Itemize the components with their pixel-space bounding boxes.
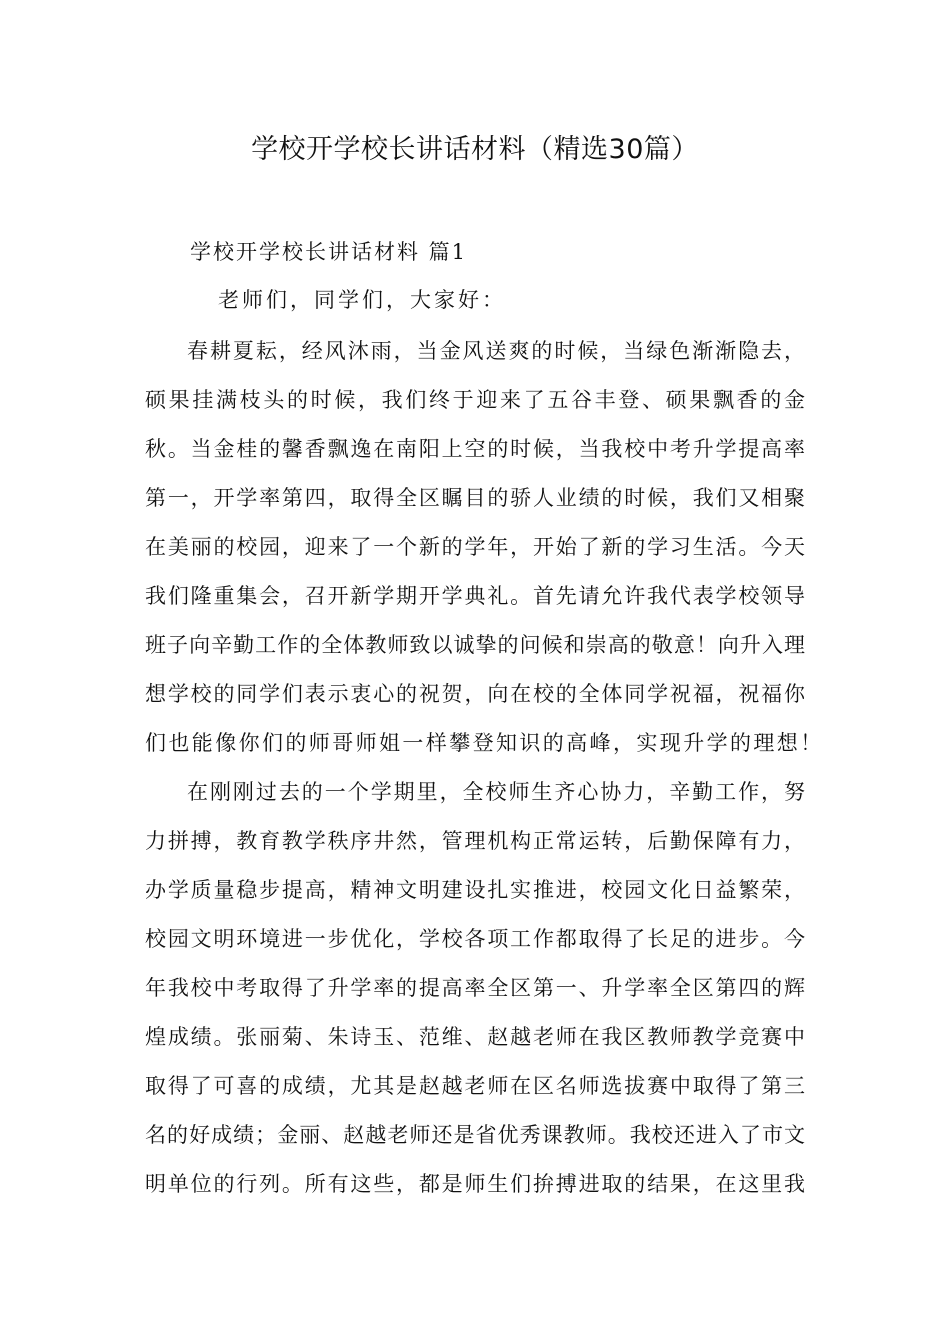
body-line: 第一，开学率第四，取得全区瞩目的骄人业绩的时候，我们又相聚 xyxy=(145,486,805,510)
body-line: 想学校的同学们表示衷心的祝贺，向在校的全体同学祝福，祝福你 xyxy=(145,682,805,706)
body-text xyxy=(145,327,824,1209)
body-line: 我们隆重集会，召开新学期开学典礼。首先请允许我代表学校领导 xyxy=(145,584,805,608)
body-line: 煌成绩。张丽菊、朱诗玉、范维、赵越老师在我区教师教学竞赛中 xyxy=(145,1025,805,1049)
body-line: 在刚刚过去的一个学期里，全校师生齐心协力，辛勤工作，努 xyxy=(187,780,805,804)
body-line: 办学质量稳步提高，精神文明建设扎实推进，校园文化日益繁荣， xyxy=(145,878,805,902)
body-line: 年我校中考取得了升学率的提高率全区第一、升学率全区第四的辉 xyxy=(145,976,805,1000)
greeting-line: 老师们，同学们，大家好： xyxy=(218,288,506,312)
section-heading: 学校开学校长讲话材料 篇1 xyxy=(190,240,468,264)
document-title: 学校开学校长讲话材料（精选30篇） xyxy=(251,134,699,165)
body-line: 力拼搏，教育教学秩序井然，管理机构正常运转，后勤保障有力， xyxy=(145,829,805,853)
body-line: 班子向辛勤工作的全体教师致以诚挚的问候和崇高的敬意！向升入理 xyxy=(145,633,805,657)
body-line: 明单位的行列。所有这些，都是师生们拚搏进取的结果，在这里我 xyxy=(145,1172,805,1196)
body-line: 们也能像你们的师哥师姐一样攀登知识的高峰，实现升学的理想！ xyxy=(145,731,824,755)
body-line: 秋。当金桂的馨香飘逸在南阳上空的时候，当我校中考升学提高率 xyxy=(145,437,805,461)
body-line: 硕果挂满枝头的时候，我们终于迎来了五谷丰登、硕果飘香的金 xyxy=(145,388,805,412)
body-line: 校园文明环境进一步优化，学校各项工作都取得了长足的进步。今 xyxy=(145,927,805,951)
body-line: 取得了可喜的成绩，尤其是赵越老师在区名师选拔赛中取得了第三 xyxy=(145,1074,805,1098)
body-line: 在美丽的校园，迎来了一个新的学年，开始了新的学习生活。今天 xyxy=(145,535,805,559)
body-line: 名的好成绩；金丽、赵越老师还是省优秀课教师。我校还进入了市文 xyxy=(145,1123,805,1147)
body-line: 春耕夏耘，经风沐雨，当金风送爽的时候，当绿色渐渐隐去， xyxy=(187,339,805,363)
